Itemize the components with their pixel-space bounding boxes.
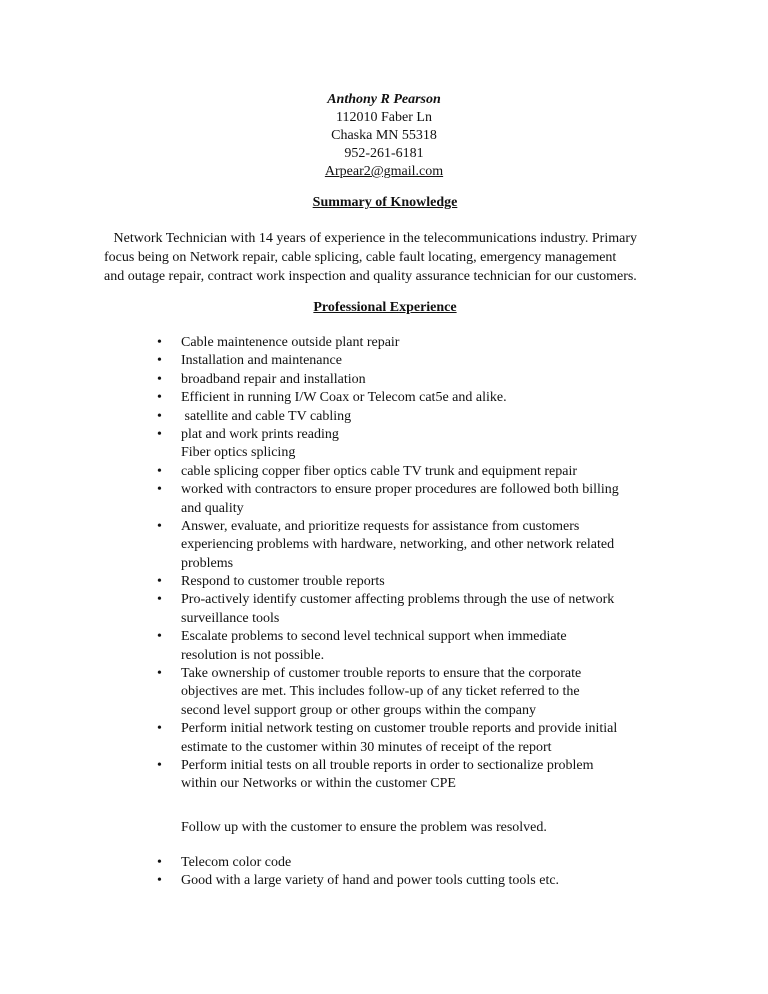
- list-item: [0, 720, 768, 757]
- list-item-text: Installation and maintenance: [181, 353, 342, 369]
- summary-line: focus being on Network repair, cable splicing, cable fault locating, emergency management: [104, 250, 617, 265]
- list-item-text: cable splicing copper fiber optics cable TV trunk and equipment repair: [181, 463, 578, 479]
- list-item: [0, 872, 768, 890]
- list-item-text: objectives are met. This includes follow-up of any ticket referred to the: [181, 684, 580, 700]
- contact-header: [284, 91, 484, 181]
- list-item: [0, 854, 768, 872]
- list-item-text: Efficient in running I/W Coax or Telecom cat5e and alike.: [181, 390, 507, 406]
- bullet-icon: •: [157, 390, 162, 406]
- list-item-text: Perform initial tests on all trouble reports in order to sectionalize problem: [181, 757, 594, 773]
- list-item-text: Respond to customer trouble reports: [181, 574, 385, 590]
- list-item-text: Escalate problems to second level technical support when immediate: [181, 629, 567, 645]
- list-item: [0, 573, 768, 591]
- list-item: [0, 408, 768, 426]
- follow-up-note: Follow up with the customer to ensure the problem was resolved.: [181, 820, 547, 835]
- street-address: 112010 Faber Ln: [336, 110, 432, 125]
- bullet-icon: •: [157, 873, 162, 889]
- list-item-text: Cable maintenence outside plant repair: [181, 335, 400, 350]
- list-item: [0, 389, 768, 407]
- list-item: [0, 591, 768, 628]
- list-item: [0, 481, 768, 518]
- list-item-text: Answer, evaluate, and prioritize requests for assistance from customers: [181, 518, 580, 534]
- list-item-text: estimate to the customer within 30 minutes of receipt of the report: [181, 739, 552, 755]
- list-item: [0, 463, 768, 481]
- list-item-text: Perform initial network testing on customer trouble reports and provide initial: [181, 721, 618, 737]
- skills-list: [0, 854, 768, 891]
- list-item-text: Good with a large variety of hand and power tools cutting tools etc.: [181, 873, 560, 889]
- list-item-text: surveillance tools: [181, 610, 280, 626]
- bullet-icon: •: [157, 629, 162, 645]
- list-item-text: Telecom color code: [181, 855, 292, 870]
- list-item: [0, 518, 768, 573]
- bullet-icon: •: [157, 335, 162, 350]
- bullet-icon: •: [157, 353, 162, 369]
- applicant-name: Anthony R Pearson: [327, 92, 441, 107]
- experience-heading: Professional Experience: [313, 300, 457, 315]
- city-state-zip: Chaska MN 55318: [331, 128, 437, 143]
- list-item-text: experiencing problems with hardware, networking, and other network related: [181, 537, 615, 553]
- list-item-text: Take ownership of customer trouble reports to ensure that the corporate: [181, 666, 582, 682]
- phone-number: 952-261-6181: [344, 146, 424, 161]
- list-item-text: plat and work prints reading: [181, 426, 339, 442]
- summary-paragraph: [104, 229, 710, 286]
- summary-line: and outage repair, contract work inspection and quality assurance technician for our customers.: [104, 269, 637, 284]
- list-item-text: broadband repair and installation: [181, 371, 366, 387]
- list-item: [0, 352, 768, 370]
- summary-line: Network Technician with 14 years of experience in the telecommunications industry. Primary: [110, 231, 637, 246]
- bullet-icon: •: [157, 721, 162, 737]
- list-item-text: problems: [181, 555, 234, 571]
- bullet-icon: •: [157, 666, 162, 682]
- list-item: [0, 628, 768, 665]
- bullet-icon: •: [157, 518, 162, 534]
- list-item: [0, 426, 768, 463]
- list-item: [0, 371, 768, 389]
- bullet-icon: •: [157, 482, 162, 498]
- list-item: [0, 665, 768, 720]
- list-item-text: Fiber optics splicing: [181, 445, 296, 461]
- list-item-text: and quality: [181, 500, 244, 516]
- experience-list: [0, 334, 768, 794]
- list-item-text: worked with contractors to ensure proper procedures are followed both billing: [181, 482, 619, 498]
- bullet-icon: •: [157, 855, 162, 870]
- list-item-text: Pro-actively identify customer affecting problems through the use of network: [181, 592, 615, 608]
- bullet-icon: •: [157, 574, 162, 590]
- list-item-text: resolution is not possible.: [181, 647, 325, 663]
- bullet-icon: •: [157, 408, 162, 424]
- list-item-text: within our Networks or within the customer CPE: [181, 776, 456, 792]
- list-item-text: second level support group or other groups within the company: [181, 702, 536, 718]
- bullet-icon: •: [157, 426, 162, 442]
- bullet-icon: •: [157, 757, 162, 773]
- list-item: [0, 757, 768, 794]
- email-link[interactable]: Arpear2@gmail.com: [324, 164, 444, 179]
- bullet-icon: •: [157, 463, 162, 479]
- summary-heading: Summary of Knowledge: [312, 195, 458, 210]
- list-item: [0, 334, 768, 352]
- bullet-icon: •: [157, 592, 162, 608]
- bullet-icon: •: [157, 371, 162, 387]
- list-item-text: satellite and cable TV cabling: [181, 408, 352, 424]
